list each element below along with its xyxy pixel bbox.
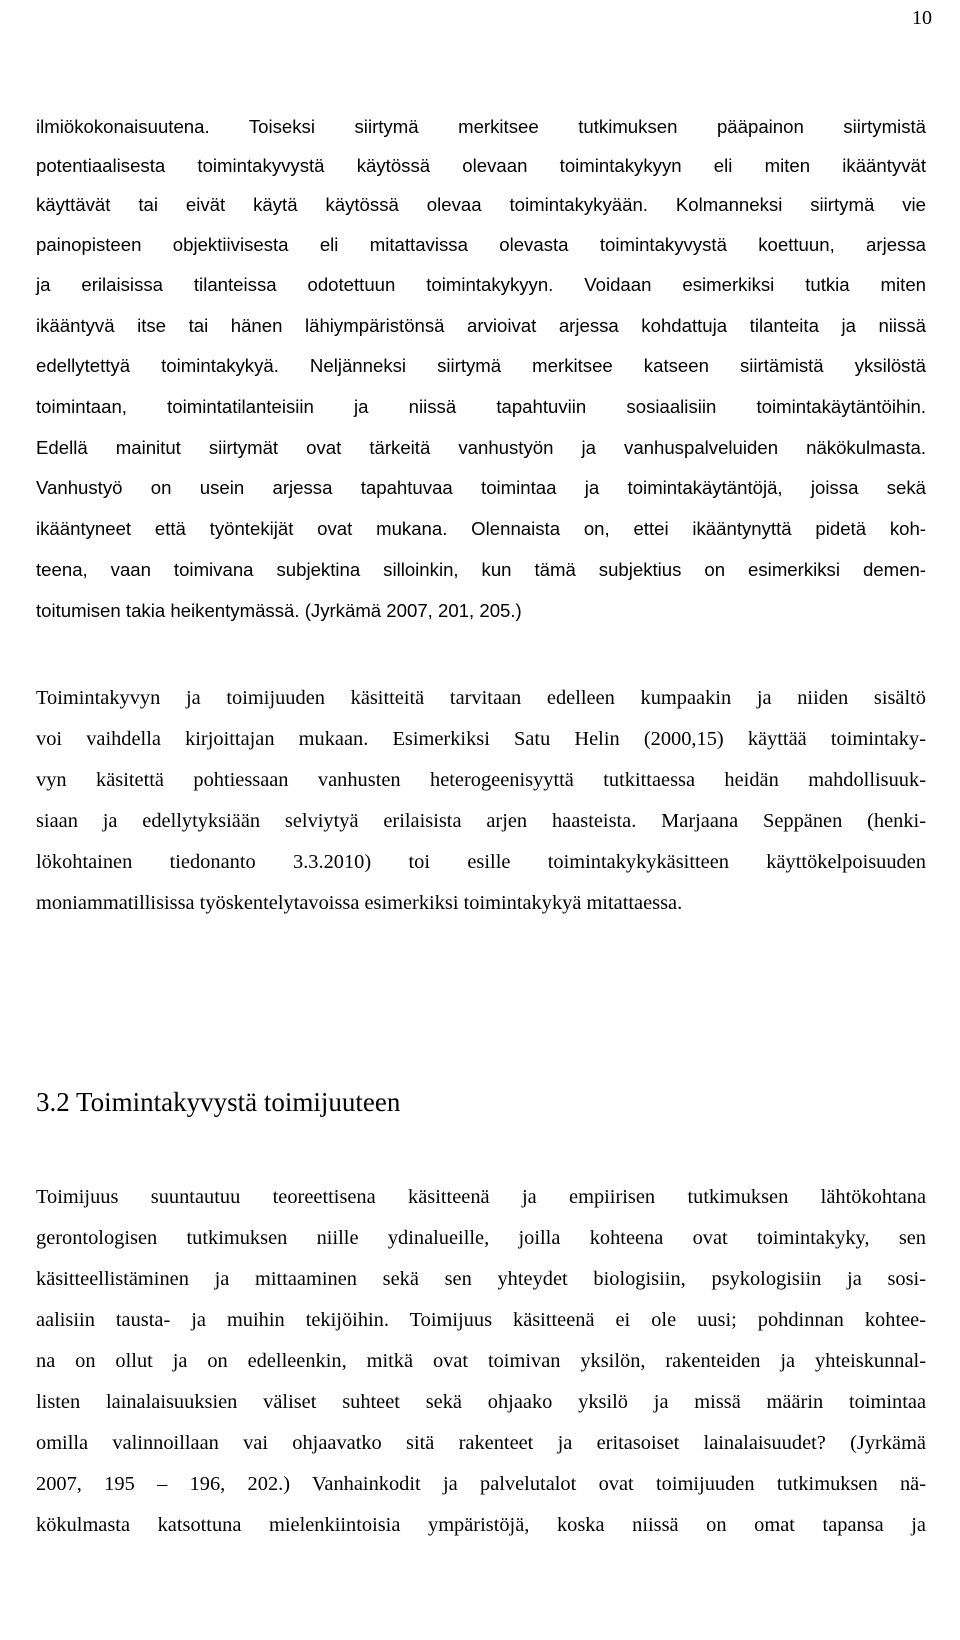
- section-heading: 3.2 Toimintakyvystä toimijuuteen: [36, 1087, 401, 1117]
- paragraph-line: ikääntyneet että työntekijät ovat mukana. Olennaista on, ettei ikääntynyttä pidetä koh-: [36, 518, 926, 539]
- paragraph-line: 2007, 195 – 196, 202.) Vanhainkodit ja palvelutalot ovat toimijuuden tutkimuksen nä-: [36, 1473, 926, 1495]
- paragraph-line: ja erilaisissa tilanteissa odotettuun toimintakykyyn. Voidaan esimerkiksi tutkia miten: [36, 274, 926, 295]
- paragraph-line: ilmiökokonaisuutena. Toiseksi siirtymä merkitsee tutkimuksen pääpainon siirtymistä: [36, 116, 926, 137]
- paragraph-line: voi vaihdella kirjoittajan mukaan. Esimerkiksi Satu Helin (2000,15) käyttää toimintaky-: [36, 728, 926, 750]
- paragraph-line: gerontologisen tutkimuksen niille ydinalueille, joilla kohteena ovat toimintakyky, sen: [36, 1227, 926, 1249]
- paragraph-line: painopisteen objektiivisesta eli mitattavissa olevasta toimintakyvystä koettuun, arjessa: [36, 234, 926, 255]
- paragraph-line: aalisiin tausta- ja muihin tekijöihin. Toimijuus käsitteenä ei ole uusi; pohdinnan kohtee-: [36, 1309, 926, 1331]
- paragraph-line: na on ollut ja on edelleenkin, mitkä ovat toimivan yksilön, rakenteiden ja yhteiskunnal-: [36, 1350, 926, 1372]
- paragraph-line: käsitteellistäminen ja mittaaminen sekä sen yhteydet biologisiin, psykologisiin ja sosi-: [36, 1268, 926, 1290]
- paragraph-line: listen lainalaisuuksien väliset suhteet sekä ohjaako yksilö ja missä määrin toimintaa: [36, 1391, 926, 1413]
- paragraph-line: Toimijuus suuntautuu teoreettisena käsitteenä ja empiirisen tutkimuksen lähtökohtana: [36, 1186, 926, 1208]
- paragraph-line: lökohtainen tiedonanto 3.3.2010) toi esille toimintakykykäsitteen käyttökelpoisuuden: [36, 851, 926, 873]
- paragraph-line: teena, vaan toimivana subjektina silloinkin, kun tämä subjektius on esimerkiksi demen-: [36, 559, 926, 580]
- paragraph-line: Vanhustyö on usein arjessa tapahtuvaa toimintaa ja toimintakäytäntöjä, joissa sekä: [36, 477, 926, 498]
- paragraph-line: toitumisen takia heikentymässä. (Jyrkämä 2007, 201, 205.): [36, 600, 522, 621]
- page-number: 10: [912, 7, 932, 29]
- paragraph-line: toimintaan, toimintatilanteisiin ja niissä tapahtuviin sosiaalisiin toimintakäytäntöihin.: [36, 396, 926, 417]
- paragraph-line: omilla valinnoillaan vai ohjaavatko sitä rakenteet ja eritasoiset lainalaisuudet? (Jyrkämä: [36, 1432, 926, 1454]
- paragraph-line: käyttävät tai eivät käytä käytössä olevaa toimintakykyään. Kolmanneksi siirtymä vie: [36, 194, 926, 215]
- paragraph-line: siaan ja edellytyksiään selviytyä erilaisista arjen haasteista. Marjaana Seppänen (henki-: [36, 810, 926, 832]
- paragraph-line: Toimintakyvyn ja toimijuuden käsitteitä tarvitaan edelleen kumpaakin ja niiden sisältö: [36, 687, 926, 709]
- paragraph-line: Edellä mainitut siirtymät ovat tärkeitä vanhustyön ja vanhuspalveluiden näkökulmasta.: [36, 437, 926, 458]
- paragraph-line: edellytettyä toimintakykyä. Neljänneksi siirtymä merkitsee katseen siirtämistä yksilöstä: [36, 355, 926, 376]
- paragraph-line: potentiaalisesta toimintakyvystä käytössä olevaan toimintakykyyn eli miten ikääntyvät: [36, 155, 926, 176]
- paragraph-line: kökulmasta katsottuna mielenkiintoisia ympäristöjä, koska niissä on omat tapansa ja: [36, 1514, 926, 1536]
- paragraph-line: moniammatillisissa työskentelytavoissa esimerkiksi toimintakykyä mitattaessa.: [36, 892, 683, 914]
- paragraph-line: vyn käsitettä pohtiessaan vanhusten heterogeenisyyttä tutkittaessa heidän mahdollisuuk-: [36, 769, 926, 791]
- paragraph-line: ikääntyvä itse tai hänen lähiympäristönsä arvioivat arjessa kohdattuja tilanteita ja niissä: [36, 315, 926, 336]
